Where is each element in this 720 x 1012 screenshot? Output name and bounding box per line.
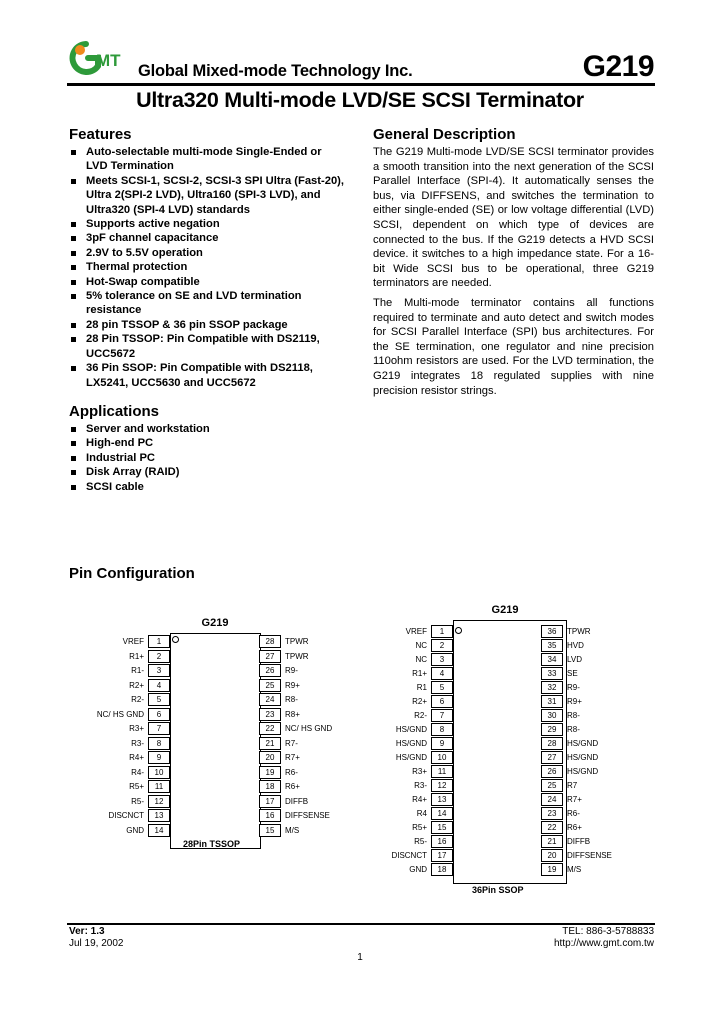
header-rule [67,83,655,86]
tssop-pin-right [70,693,360,706]
pin-name: DIFFSENSE [567,851,612,860]
pin-number: 19 [541,863,563,876]
pin-number: 21 [259,737,281,750]
pin-name: R9+ [567,697,582,706]
tssop-pin-right [70,708,360,721]
feature-item: Supports active negation [69,217,344,231]
feature-item: 28 Pin TSSOP: Pin Compatible with DS2119, UCC5672 [69,332,344,361]
part-number: G219 [582,50,654,83]
ssop-pin-right [380,667,670,680]
pin-number: 9 [148,751,170,764]
pin-number: 36 [541,625,563,638]
pin-name: R2- [131,695,144,704]
pin-number: 10 [431,751,453,764]
pin-name: R6+ [285,782,300,791]
application-item: Industrial PC [69,451,344,465]
pin-number: 22 [541,821,563,834]
date-label: Jul 19, 2002 [69,938,124,949]
features-heading: Features [69,126,132,143]
ssop-pin-right [380,849,670,862]
tssop-28-diagram [70,615,360,855]
tssop-pin-right [70,664,360,677]
pin-number: 6 [431,695,453,708]
pin-number: 1 [431,625,453,638]
applications-heading: Applications [69,403,160,420]
pin-number: 23 [259,708,281,721]
feature-item: Hot-Swap compatible [69,275,344,289]
pin-number: 2 [148,650,170,663]
pin-name: R9- [285,666,298,675]
tssop-pin-right [70,722,360,735]
pin-name: R2- [414,711,427,720]
pin-name: M/S [567,865,582,874]
svg-text:MT: MT [96,51,121,70]
pin-number: 28 [541,737,563,750]
pin-name: TPWR [285,637,309,646]
pin-number: 29 [541,723,563,736]
ssop-36-diagram [380,602,670,902]
pin-number: 10 [148,766,170,779]
pin-number: 25 [259,679,281,692]
pin-name: HS/GND [567,753,599,762]
pin-number: 21 [541,835,563,848]
ssop-pin-right [380,737,670,750]
pin-name: NC/ HS GND [96,709,144,719]
pin-name: R4- [131,767,144,777]
ssop-pin-right [380,625,670,638]
pin-name: HS/GND [567,739,599,748]
pin-number: 3 [148,664,170,677]
pin-number: 17 [431,849,453,862]
description-paragraph-1: The G219 Multi-mode LVD/SE SCSI terminator provides a smooth transition into the next generation of the SCSI Parallel Interface (SPI-4). It automatically senses the bus, via DIFFSENS, and switches the termination to either single-ended (SE) or low voltage differential (LVD) SCSI, dependent on which type of devices are connected to the bus. If the G219 detects a HVD SCSI device. it switches to a high impedance state. For a 16-bit Wide SCSI bus to be operational, three G219 terminators are needed. [373,146,654,290]
pin-number: 14 [431,807,453,820]
ssop-pin-right [380,751,670,764]
pin-number: 20 [541,849,563,862]
features-list [69,145,344,390]
pin-number: 26 [541,765,563,778]
pin-number: 28 [259,635,281,648]
pin-name: R9- [567,683,580,692]
pin-name: HVD [567,641,584,650]
pin-number: 15 [431,821,453,834]
pin-name: R8+ [285,709,300,719]
pin-number: 8 [148,737,170,750]
tssop-pin-right [70,795,360,808]
pin-number: 22 [259,722,281,735]
pin-number: 3 [431,653,453,666]
pin-name: HS/GND [567,767,599,776]
pin-name: DIFFB [567,837,591,846]
pin-number: 1 [148,635,170,648]
page-number: 1 [357,952,363,963]
pin-name: HS/GND [395,725,427,734]
telephone-label: TEL: 886-3-5788833 [562,926,654,937]
pin-number: 26 [259,664,281,677]
company-name: Global Mixed-mode Technology Inc. [138,62,413,80]
pin-name: DIFFB [285,796,309,806]
pin-name: M/S [285,825,300,835]
pin-name: VREF [122,637,144,646]
ssop-pin-right [380,765,670,778]
tssop-pin-right [70,780,360,793]
tssop-pin-right [70,809,360,822]
document-title: Ultra320 Multi-mode LVD/SE SCSI Terminator [136,88,584,112]
pin-number: 16 [259,809,281,822]
pin-name: R4+ [129,753,144,762]
pin-name: R7+ [567,795,582,804]
ssop-pin-right [380,779,670,792]
ssop-caption: 36Pin SSOP [472,885,524,895]
pin-number: 23 [541,807,563,820]
feature-item: 36 Pin SSOP: Pin Compatible with DS2118, LX5241, UCC5630 and UCC5672 [69,361,344,390]
ssop-pin-right [380,681,670,694]
pin-name: R6- [285,767,298,777]
pin-name: TPWR [567,627,591,636]
pin-name: R1 [416,683,427,692]
pin-number: 30 [541,709,563,722]
pin-name: R1+ [412,669,427,678]
pin-name: NC [415,641,427,650]
pin-number: 4 [148,679,170,692]
pin-number: 6 [148,708,170,721]
pin-name: R6- [567,809,580,818]
pin-config-heading: Pin Configuration [69,565,195,582]
pin-name: TPWR [285,651,309,661]
pin-name: R9+ [285,680,300,690]
pin-name: R3- [131,738,144,748]
ssop-pin-right [380,835,670,848]
pin-name: HS/GND [395,753,427,762]
ssop-pin-right [380,695,670,708]
tssop-pin-right [70,737,360,750]
pin-number: 14 [148,824,170,837]
tssop-pin-right [70,635,360,648]
pin-name: DIFFSENSE [285,811,330,820]
feature-item: Auto-selectable multi-mode Single-Ended or LVD Termination [69,145,344,174]
pin-name: NC/ HS GND [285,724,333,733]
applications-list [69,422,344,494]
pin-number: 12 [431,779,453,792]
gmt-logo [68,40,136,76]
ssop-pin-right [380,821,670,834]
tssop-caption: 28Pin TSSOP [183,839,241,849]
pin-name: R5- [131,796,144,806]
pin-number: 35 [541,639,563,652]
pin-number: 4 [431,667,453,680]
pin-name: LVD [567,655,582,664]
pin-name: R6+ [567,823,582,832]
ssop-pin-right [380,639,670,652]
tssop-pin-right [70,751,360,764]
application-item: Server and workstation [69,422,344,436]
ssop-chip-title: G219 [491,604,519,616]
pin-number: 25 [541,779,563,792]
pin-name: DISCNCT [391,851,427,860]
pin-number: 15 [259,824,281,837]
pin-number: 12 [148,795,170,808]
pin-number: 33 [541,667,563,680]
ssop-pin-right [380,653,670,666]
pin-number: 17 [259,795,281,808]
tssop-pin-right [70,650,360,663]
pin-number: 20 [259,751,281,764]
pin-number: 11 [148,780,170,793]
pin-name: R3- [414,781,427,790]
pin-number: 34 [541,653,563,666]
pin-number: 18 [259,780,281,793]
pin-name: R5- [414,837,427,846]
pin-name: R7 [567,781,578,790]
feature-item: Thermal protection [69,260,344,274]
pin-number: 32 [541,681,563,694]
pin-number: 19 [259,766,281,779]
pin-number: 27 [259,650,281,663]
pin-name: R3+ [412,767,427,776]
feature-item: 28 pin TSSOP & 36 pin SSOP package [69,318,344,332]
ssop-pin-right [380,807,670,820]
pin-number: 8 [431,723,453,736]
pin-number: 24 [259,693,281,706]
pin-name: R5+ [129,782,144,791]
website-link[interactable]: http://www.gmt.com.tw [553,938,654,949]
application-item: High-end PC [69,436,344,450]
pin-name: R1+ [129,651,144,661]
ssop-pin-right [380,793,670,806]
pin-name: DISCNCT [108,811,144,820]
version-label: Ver: 1.3 [69,926,105,937]
pin-name: HS/GND [395,739,427,748]
description-paragraph-2: The Multi-mode terminator contains all functions required to terminate and auto detect and switch modes for SCSI Parallel Interface (SPI) bus architectures. For the SE termination, one regulator and nine precision 110ohm resistors are used. For the LVD termination, the G219 integrates 18 regulated supplies with nine precision resistor strings. [373,297,654,397]
ssop-pin-right [380,863,670,876]
pin-name: R7- [285,738,298,748]
pin-number: 16 [431,835,453,848]
pin-number: 7 [148,722,170,735]
pin-name: R2+ [129,680,144,690]
pin-number: 13 [148,809,170,822]
feature-item: 5% tolerance on SE and LVD termination resistance [69,289,344,318]
pin-name: R1- [131,666,144,675]
ssop-pin-right [380,709,670,722]
tssop-chip-title: G219 [201,617,229,629]
pin-name: R7+ [285,753,300,762]
pin-number: 11 [431,765,453,778]
tssop-pin-right [70,766,360,779]
pin-number: 5 [431,681,453,694]
pin-name: VREF [405,627,427,636]
pin-number: 27 [541,751,563,764]
application-item: SCSI cable [69,480,344,494]
feature-item: Meets SCSI-1, SCSI-2, SCSI-3 SPI Ultra (Fast-20), Ultra 2(SPI-2 LVD), Ultra160 (SPI-3 LVD), and Ultra320 (SPI-4 LVD) standards [69,174,344,217]
pin-number: 31 [541,695,563,708]
pin-name: R8- [285,695,298,704]
pin-name: R2+ [412,697,427,706]
pin-number: 7 [431,709,453,722]
ssop-pin-right [380,723,670,736]
pin-name: GND [126,825,144,835]
pin-number: 9 [431,737,453,750]
pin-name: SE [567,669,578,678]
pin-number: 13 [431,793,453,806]
pin-name: R3+ [129,724,144,733]
pin-name: R5+ [412,823,427,832]
feature-item: 2.9V to 5.5V operation [69,246,344,260]
pin-number: 5 [148,693,170,706]
pin-name: R4 [416,809,427,818]
pin-number: 18 [431,863,453,876]
pin-name: R8- [567,711,580,720]
footer-rule [67,923,655,925]
tssop-pin-right [70,679,360,692]
pin-name: R8- [567,725,580,734]
pin-number: 24 [541,793,563,806]
feature-item: 3pF channel capacitance [69,231,344,245]
pin-number: 2 [431,639,453,652]
pin-name: NC [415,655,427,664]
tssop-pin-right [70,824,360,837]
application-item: Disk Array (RAID) [69,465,344,479]
pin-name: R4+ [412,795,427,804]
description-heading: General Description [373,126,516,143]
pin-name: GND [409,865,427,874]
